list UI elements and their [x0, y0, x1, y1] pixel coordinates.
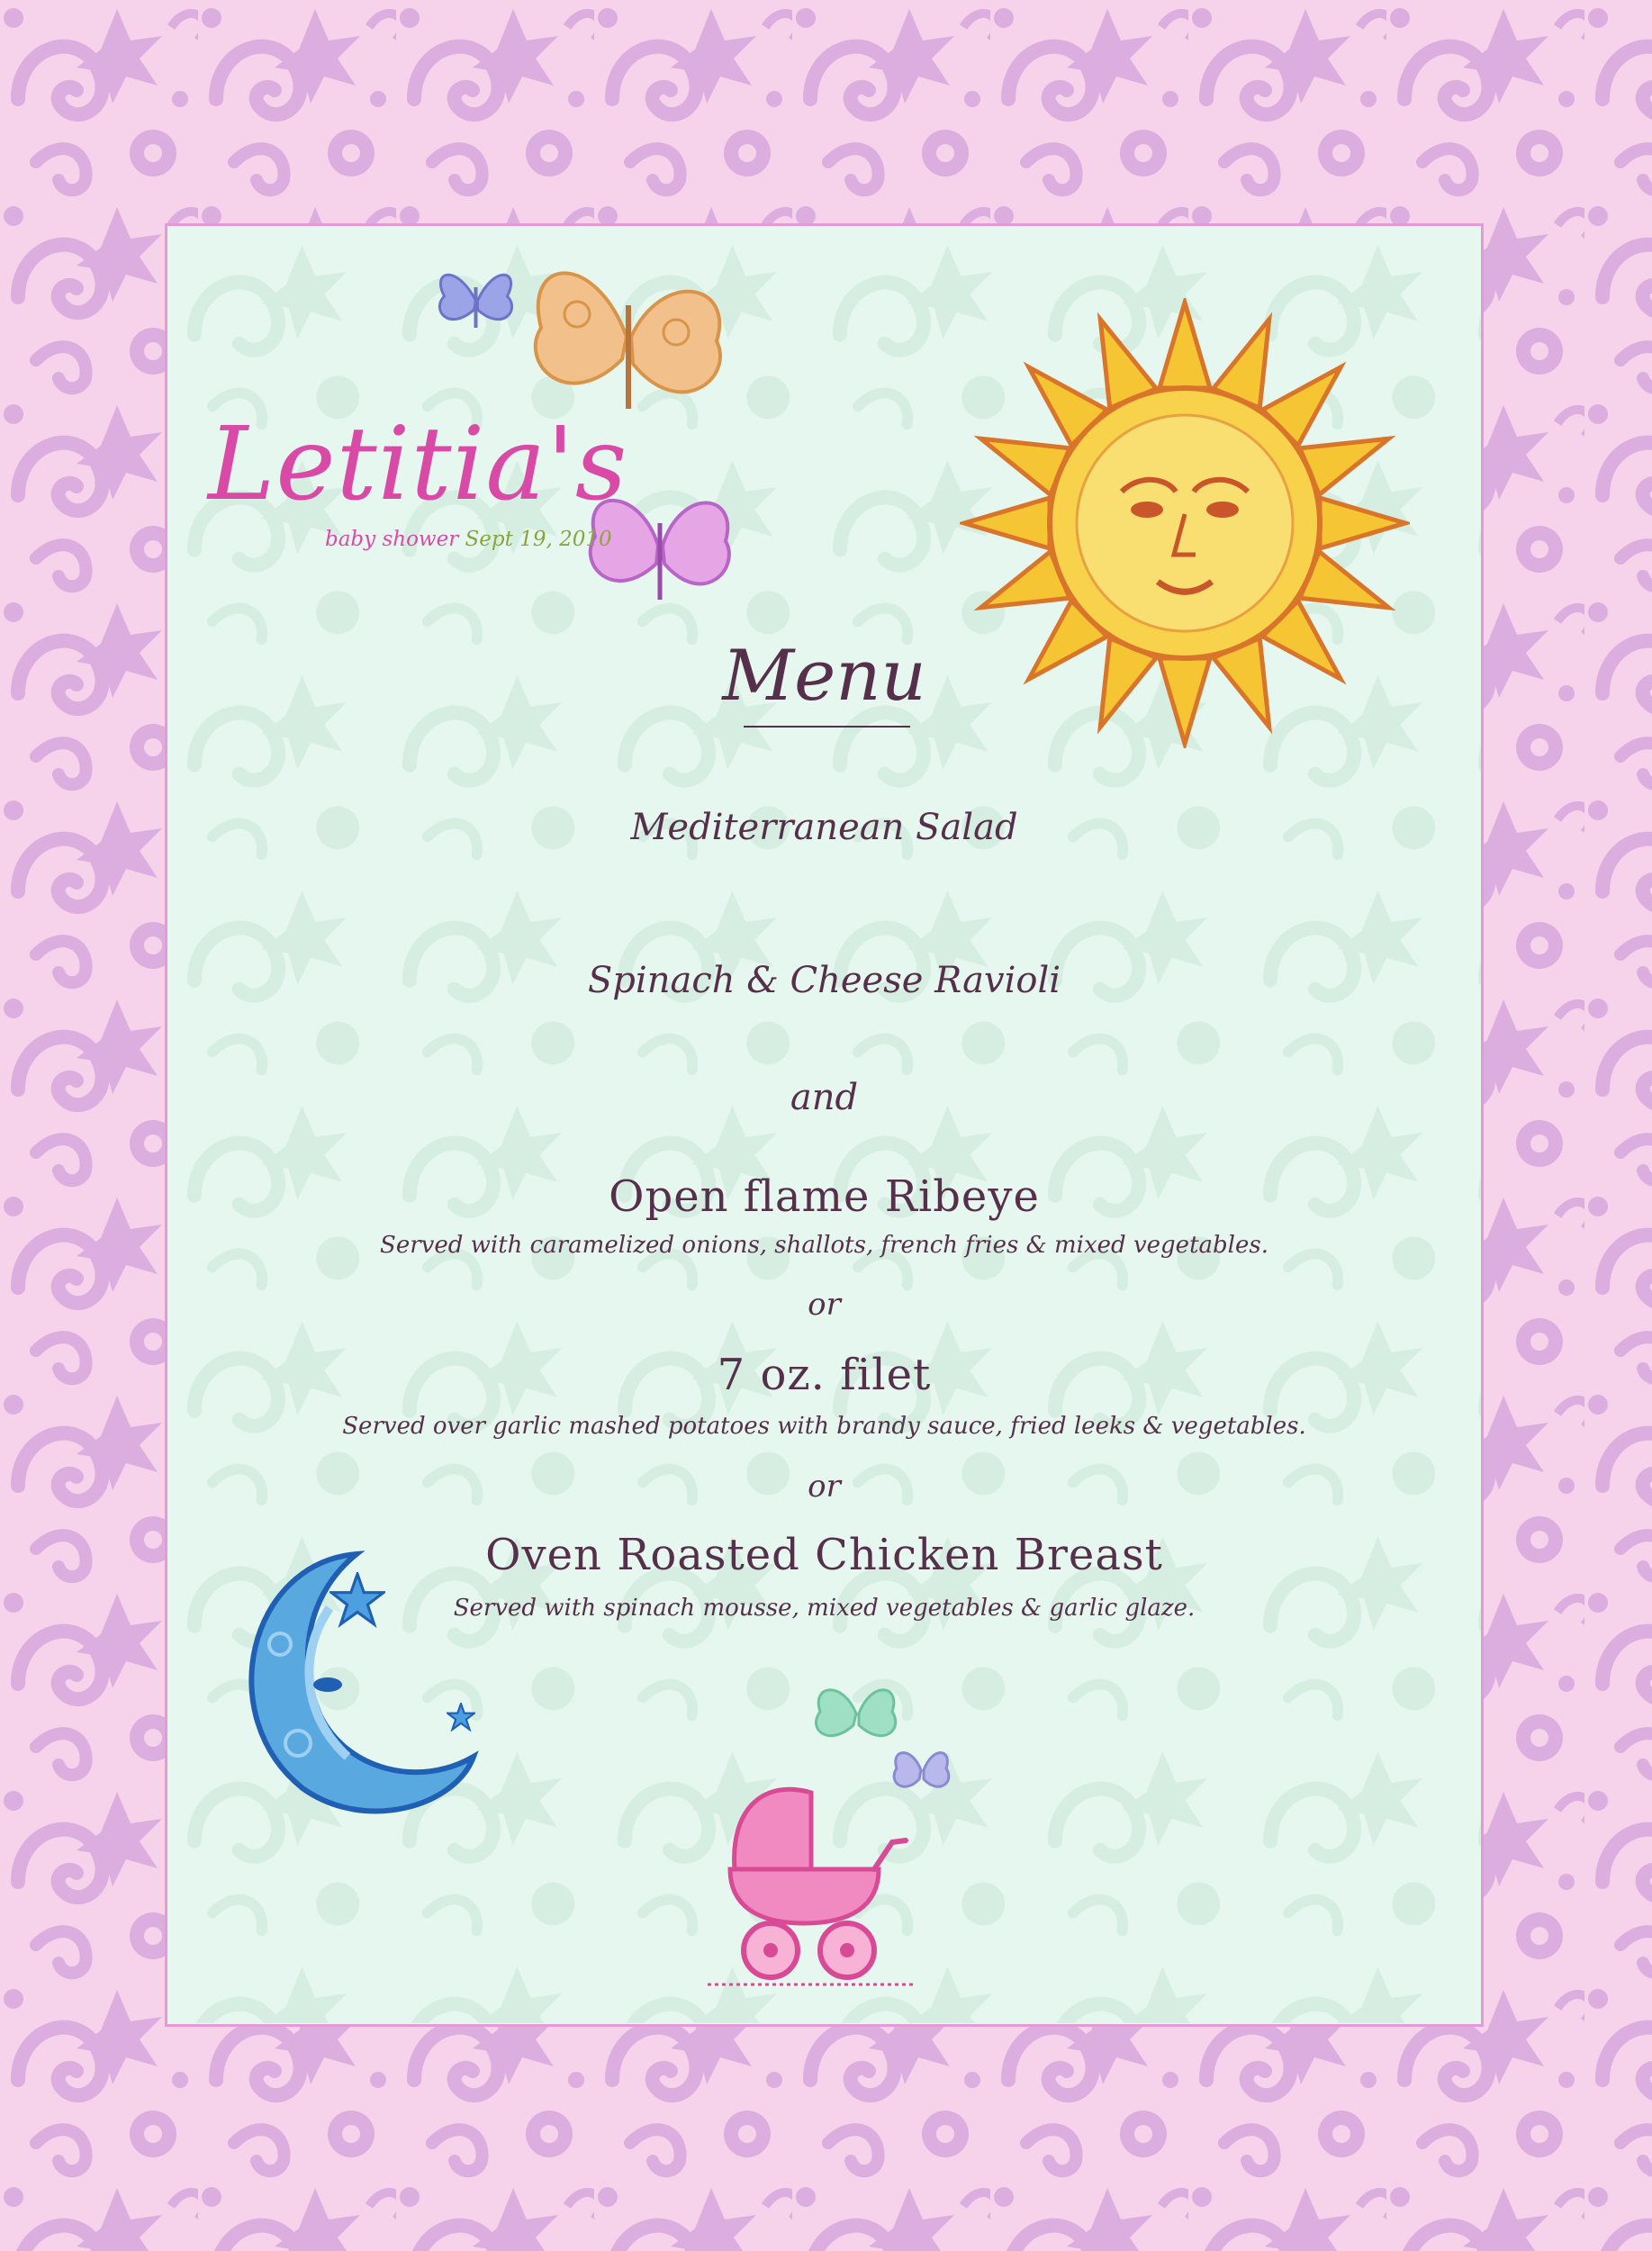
logo-subtitle: [325, 528, 612, 551]
baby-carriage-icon: [703, 1770, 919, 1991]
logo-name: Letitia's: [208, 406, 628, 523]
menu-connector-and: and: [790, 1077, 859, 1118]
menu-connector-or-2: or: [808, 1469, 841, 1505]
butterfly-orange-icon: [514, 242, 739, 431]
logo-event: baby shower: [325, 528, 459, 551]
butterfly-blue-icon: [429, 260, 523, 341]
menu-title: Menu: [722, 636, 926, 717]
menu-item-ribeye: Open flame Ribeye: [609, 1171, 1040, 1222]
star-small-icon: [447, 1703, 475, 1731]
star-icon: [329, 1572, 385, 1628]
menu-item-salad: Mediterranean Salad: [630, 807, 1018, 848]
menu-card: [165, 223, 1484, 2027]
menu-item-chicken: Oven Roasted Chicken Breast: [485, 1530, 1163, 1580]
menu-title-underline: [744, 726, 910, 728]
logo-date: Sept 19, 2010: [465, 528, 612, 551]
menu-connector-or-1: or: [808, 1287, 841, 1323]
menu-item-filet-description: Served over garlic mashed potatoes with brandy sauce, fried leeks & vegetables.: [342, 1413, 1306, 1440]
menu-item-chicken-description: Served with spinach mousse, mixed vegetables & garlic glaze.: [453, 1595, 1196, 1622]
menu-item-ravioli: Spinach & Cheese Ravioli: [587, 960, 1061, 1001]
menu-item-ribeye-description: Served with caramelized onions, shallots, french fries & mixed vegetables.: [380, 1232, 1268, 1259]
menu-item-filet: 7 oz. filet: [717, 1350, 932, 1400]
